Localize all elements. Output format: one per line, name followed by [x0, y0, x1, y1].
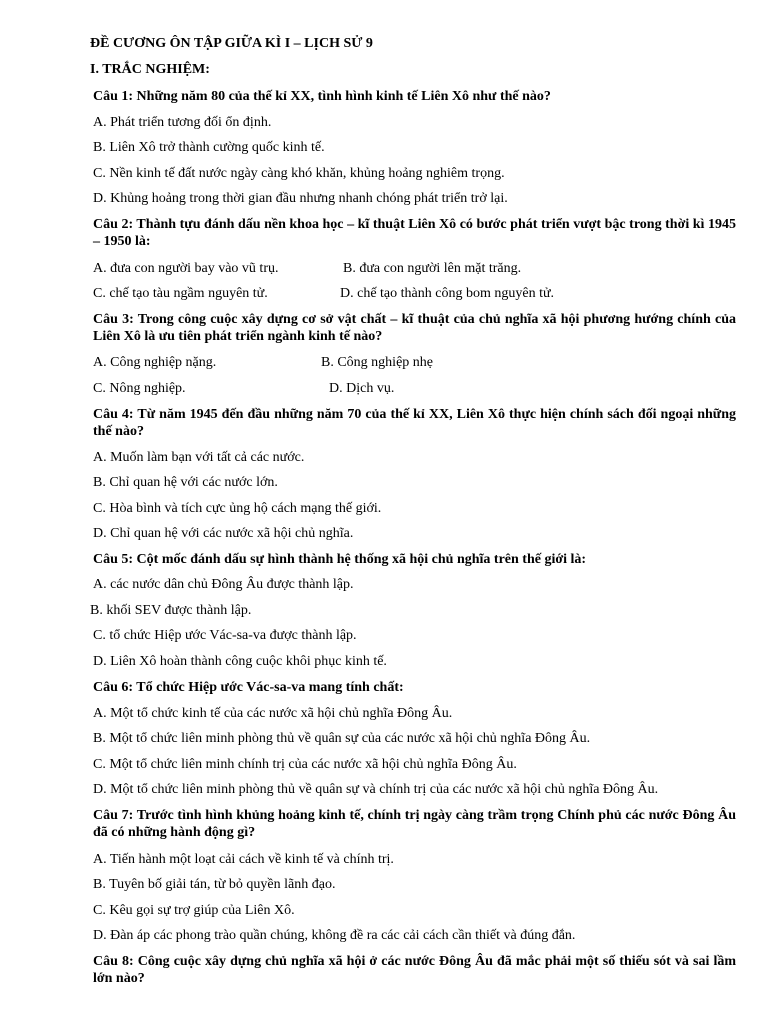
- question-1: Câu 1: Những năm 80 của thế kỉ XX, tình hình kinh tế Liên Xô như thế nào?: [93, 89, 551, 104]
- question-5-option-a: A. các nước dân chủ Đông Âu được thành lập.: [93, 577, 354, 592]
- document-title: ĐỀ CƯƠNG ÔN TẬP GIỮA KÌ I – LỊCH SỬ 9: [90, 36, 373, 51]
- question-7-option-c: C. Kêu gọi sự trợ giúp của Liên Xô.: [93, 903, 295, 918]
- question-2-option-a: A. đưa con người bay vào vũ trụ.: [93, 261, 279, 276]
- question-3: Câu 3: Trong công cuộc xây dựng cơ sở vật chất – kĩ thuật của chủ nghĩa xã hội phương hướng chính của Liên Xô là ưu tiên phát triển ngành kinh tế nào?: [93, 312, 736, 344]
- question-6-option-c: C. Một tổ chức liên minh chính trị của các nước xã hội chủ nghĩa Đông Âu.: [93, 757, 517, 772]
- question-7: Câu 7: Trước tình hình khủng hoảng kinh tế, chính trị ngày càng trầm trọng Chính phủ các nước Đông Âu đã có những hành động gì?: [93, 808, 736, 840]
- question-5: Câu 5: Cột mốc đánh dấu sự hình thành hệ thống xã hội chủ nghĩa trên thế giới là:: [93, 552, 587, 567]
- question-4-option-a: A. Muốn làm bạn với tất cả các nước.: [93, 450, 305, 465]
- question-4-option-c: C. Hòa bình và tích cực ủng hộ cách mạng thế giới.: [93, 501, 382, 516]
- section-heading: I. TRẮC NGHIỆM:: [90, 62, 210, 77]
- question-6-option-b: B. Một tổ chức liên minh phòng thủ về quân sự của các nước xã hội chủ nghĩa Đông Âu.: [93, 731, 591, 746]
- question-6-option-a: A. Một tổ chức kinh tế của các nước xã hội chủ nghĩa Đông Âu.: [93, 706, 453, 721]
- question-1-option-b: B. Liên Xô trở thành cường quốc kinh tế.: [93, 140, 325, 155]
- question-7-option-a: A. Tiến hành một loạt cải cách về kinh tế và chính trị.: [93, 852, 394, 867]
- question-2: Câu 2: Thành tựu đánh dấu nền khoa học – kĩ thuật Liên Xô có bước phát triển vượt bậc trong thời kì 1945 – 1950 là:: [93, 217, 736, 249]
- question-1-option-d: D. Khủng hoảng trong thời gian đầu nhưng nhanh chóng phát triển trở lại.: [93, 191, 508, 206]
- question-7-option-b: B. Tuyên bố giải tán, từ bỏ quyền lãnh đạo.: [93, 877, 336, 892]
- question-3-option-a: A. Công nghiệp nặng.: [93, 355, 217, 370]
- question-6-option-d: D. Một tổ chức liên minh phòng thủ về quân sự và chính trị của các nước xã hội chủ nghĩa Đông Âu.: [93, 782, 659, 797]
- question-7-option-d: D. Đàn áp các phong trào quần chúng, không đề ra các cải cách cần thiết và đúng đắn.: [93, 928, 576, 943]
- question-4-option-d: D. Chỉ quan hệ với các nước xã hội chủ nghĩa.: [93, 526, 354, 541]
- question-2-option-c: C. chế tạo tàu ngầm nguyên tử.: [93, 286, 268, 301]
- question-1-option-c: C. Nền kinh tế đất nước ngày càng khó khăn, khủng hoảng nghiêm trọng.: [93, 166, 505, 181]
- question-3-option-d: D. Dịch vụ.: [329, 381, 395, 396]
- question-1-option-a: A. Phát triển tương đối ổn định.: [93, 115, 272, 130]
- question-8: Câu 8: Công cuộc xây dựng chủ nghĩa xã hội ở các nước Đông Âu đã mắc phải một số thiếu sót và sai lầm lớn nào?: [93, 954, 736, 986]
- question-2-option-b: B. đưa con người lên mặt trăng.: [343, 261, 522, 276]
- question-3-option-b: B. Công nghiệp nhẹ: [321, 355, 433, 370]
- question-4-option-b: B. Chỉ quan hệ với các nước lớn.: [93, 475, 278, 490]
- question-5-option-b: B. khối SEV được thành lập.: [90, 603, 252, 618]
- question-5-option-c: C. tổ chức Hiệp ước Vác-sa-va được thành lập.: [93, 628, 357, 643]
- question-5-option-d: D. Liên Xô hoàn thành công cuộc khôi phục kinh tế.: [93, 654, 387, 669]
- question-2-option-d: D. chế tạo thành công bom nguyên tử.: [340, 286, 555, 301]
- question-4: Câu 4: Từ năm 1945 đến đầu những năm 70 của thế kỉ XX, Liên Xô thực hiện chính sách đối ngoại những thế nào?: [93, 407, 736, 439]
- question-3-option-c: C. Nông nghiệp.: [93, 381, 186, 396]
- question-6: Câu 6: Tổ chức Hiệp ước Vác-sa-va mang tính chất:: [93, 680, 404, 695]
